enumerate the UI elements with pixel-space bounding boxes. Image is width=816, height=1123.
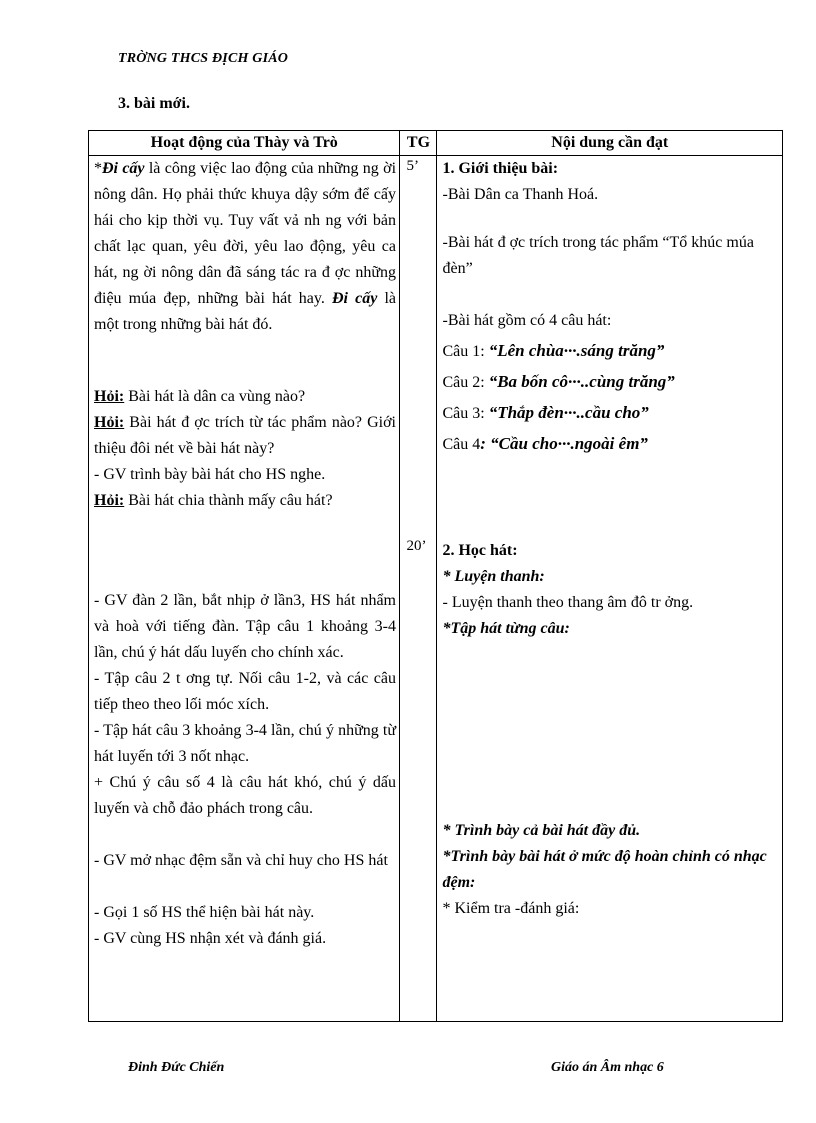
time-cell [400, 156, 437, 1022]
table-header-row [89, 131, 783, 156]
intro-heading: 1. Giới thiệu bài: [442, 160, 559, 177]
verse-3: Câu 3: “Thắp đèn···..cầu cho” [442, 403, 649, 422]
time-learn: 20’ [406, 538, 427, 554]
footer-author: Đinh Đức Chiến [128, 1060, 225, 1075]
practice-heading: *Tập hát từng câu: [442, 620, 570, 637]
question-1: Hỏi: Bài hát là dân ca vùng nào? [94, 388, 306, 405]
assessment-line: * Kiểm tra -đánh giá: [442, 900, 580, 917]
perform-accompaniment-line: *Trình bày bài hát ở mức độ hoàn chỉnh có nhạc đệm: [442, 848, 767, 891]
verse-4: Câu 4: “Cầu cho···.ngoài êm” [442, 434, 648, 453]
column-header-content: Nội dung cần đạt [437, 131, 783, 156]
time-intro: 5’ [406, 158, 419, 174]
step-6: - Gọi 1 số HS thể hiện bài hát này. [94, 904, 315, 921]
perform-full-line: * Trình bày cả bài hát đầy đủ. [442, 822, 641, 839]
column-header-time: TG [400, 131, 437, 156]
verses-count-line: -Bài hát gồm có 4 câu hát: [442, 312, 612, 329]
step-4: + Chú ý câu số 4 là câu hát khó, chú ý dấu luyến và chỗ đảo phách trong câu. [94, 774, 396, 817]
column-header-activities: Hoạt động của Thày và Trò [89, 131, 400, 156]
vocal-warmup-heading: * Luyện thanh: [442, 568, 545, 585]
table-row [89, 156, 783, 1022]
school-header: TRỜNG THCS ĐỊCH GIÁO [118, 51, 289, 66]
step-7: - GV cùng HS nhận xét và đánh giá. [94, 930, 327, 947]
question-3: Hỏi: Bài hát chia thành mấy câu hát? [94, 492, 333, 509]
question-2: Hỏi: Bài hát đ ợc trích từ tác phẩm nào? Giới thiệu đôi nét về bài hát này? [94, 414, 396, 457]
folk-song-line: -Bài Dân ca Thanh Hoá. [442, 186, 599, 203]
step-5: - GV mở nhạc đệm sẵn và chỉ huy cho HS hát [94, 852, 388, 869]
lesson-table [88, 130, 783, 1022]
intro-paragraph: *Đi cấy là công việc lao động của những ng ời nông dân. Họ phải thức khuya dậy sớm để cấy hái cho kịp thời vụ. Tuy vất vả nh ng với bản chất lạc quan, yêu đời, yêu lao động, yêu ca hát, ng ời nông dân đã sáng tác ra đ ợc những điệu múa đẹp, những bài hát hay. Đi cấy là một trong những bài hát đó. [94, 160, 397, 333]
content-cell [437, 156, 783, 1022]
verse-2: Câu 2: “Ba bốn cô···..cùng trăng” [442, 372, 675, 391]
section-title: 3. bài mới. [118, 95, 190, 112]
footer-document: Giáo án Âm nhạc 6 [551, 1060, 664, 1075]
verse-1: Câu 1: “Lên chùa···.sáng trăng” [442, 341, 665, 360]
step-3: - Tập hát câu 3 khoảng 3-4 lần, chú ý những từ hát luyến tới 3 nốt nhạc. [94, 722, 396, 765]
step-2: - Tập câu 2 t ơng tự. Nối câu 1-2, và các câu tiếp theo theo lối móc xích. [94, 670, 396, 713]
learn-heading: 2. Học hát: [442, 542, 518, 559]
vocal-warmup-line: - Luyện thanh theo thang âm đô tr ởng. [442, 594, 694, 611]
teacher-perform-line: - GV trình bày bài hát cho HS nghe. [94, 466, 326, 483]
step-1: - GV đàn 2 lần, bắt nhịp ở lần3, HS hát nhẩm và hoà với tiếng đàn. Tập câu 1 khoảng 3-4 lần, chú ý hát dấu luyến cho chính xác. [94, 592, 396, 661]
source-line: -Bài hát đ ợc trích trong tác phẩm “Tổ khúc múa đèn” [442, 234, 754, 277]
activities-cell [89, 156, 400, 1022]
